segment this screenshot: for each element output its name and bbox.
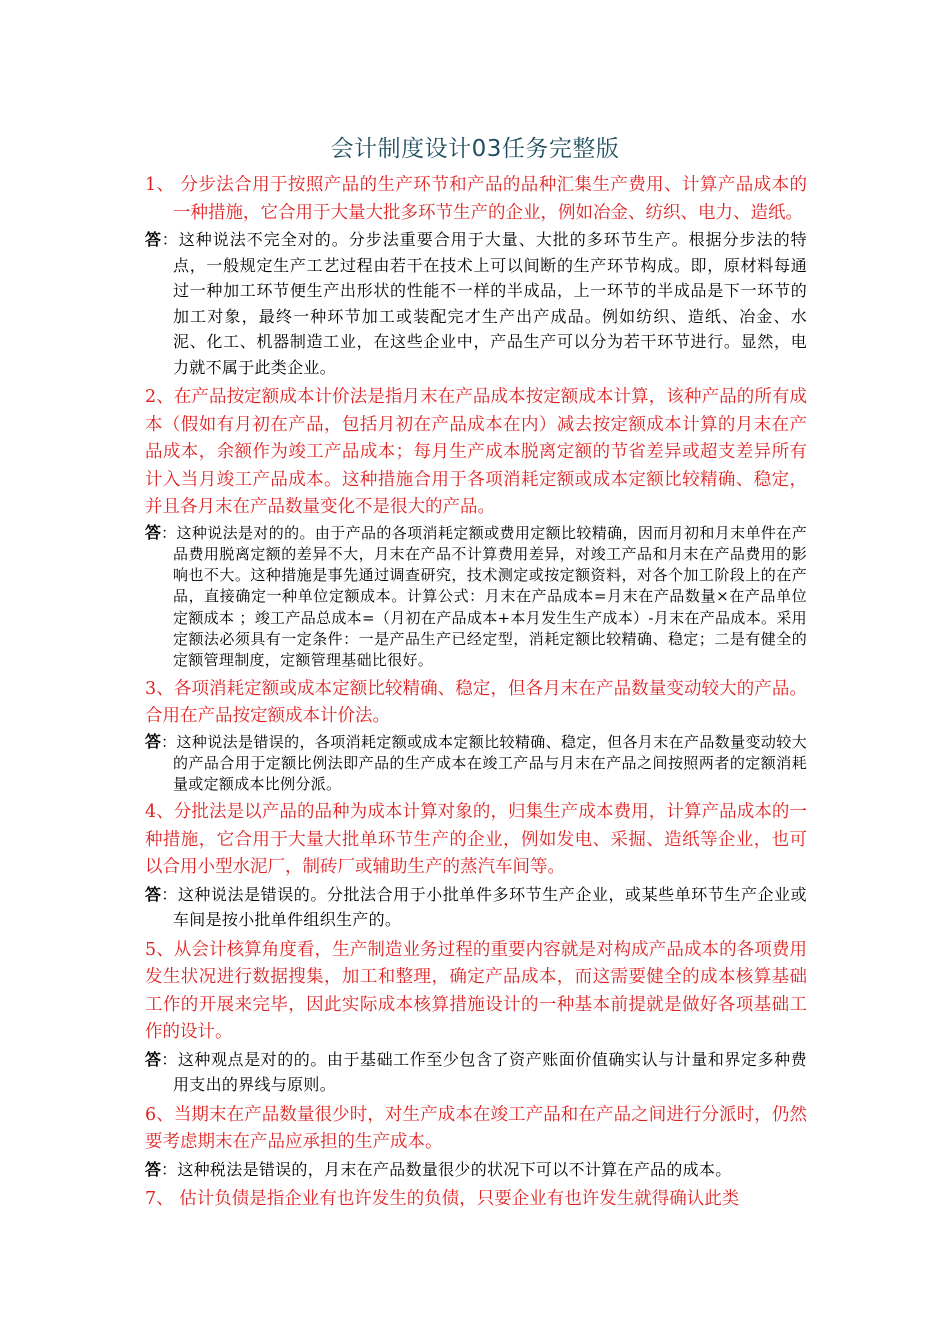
- question-2: 2、在产品按定额成本计价法是指月末在产品成本按定额成本计算，该种产品的所有成本（假如有月初在产品，包括月初在产品成本在内）减去按定额成本计算的月末在产品成本，余额作为竣工产品成本；每月生产成本脱离定额的节省差异或超支差异所有计入当月竣工产品成本。这种措施合用于各项消耗定额或成本定额比较精确、稳定，并且各月末在产品数量变化不是很大的产品。: [145, 387, 807, 517]
- answer-label: 答: [145, 1049, 162, 1069]
- document-title: 会计制度设计03任务完整版: [330, 136, 620, 162]
- question-4: 4、分批法是以产品的品种为成本计算对象的，归集生产成本费用，计算产品成本的一种措施，它合用于大量大批单环节生产的企业，例如发电、采掘、造纸等企业，也可以合用小型水泥厂，制砖厂或辅助生产的蒸汽车间等。: [145, 802, 807, 878]
- question-3: 3、各项消耗定额或成本定额比较精确、稳定，但各月末在产品数量变动较大的产品。合用在产品按定额成本计价法。: [145, 678, 807, 727]
- question-7: 7、 估计负债是指企业有也许发生的负债，只要企业有也许发生就得确认此类: [145, 1189, 740, 1210]
- answer-label: 答: [145, 731, 162, 751]
- answer-3-text: ：这种说法是错误的，各项消耗定额或成本定额比较精确、稳定，但各月末在产品数量变动较大的产品合用于定额比例法即产品的生产成本在竣工产品与月末在产品之间按照两者的定额消耗量或定额成本比例分派。: [161, 732, 807, 794]
- answer-3: [145, 731, 807, 796]
- answer-1: [145, 227, 807, 380]
- answer-label: 答: [145, 884, 162, 904]
- question-6: 6、当期末在产品数量很少时，对生产成本在竣工产品和在产品之间进行分派时，仍然要考虑期末在产品应承担的生产成本。: [145, 1104, 807, 1153]
- answer-label: 答: [145, 522, 162, 542]
- question-5: 5、从会计核算角度看，生产制造业务过程的重要内容就是对构成产品成本的各项费用发生状况进行数据搜集，加工和整理，确定产品成本，而这需要健全的成本核算基础工作的开展来完毕，因此实际成本核算措施设计的一种基本前提就是做好各项基础工作的设计。: [145, 939, 807, 1043]
- answer-4-text: ：这种说法是错误的。分批法合用于小批单件多环节生产企业，或某些单环节生产企业或车间是按小批单件组织生产的。: [161, 884, 807, 930]
- document-body: [145, 172, 807, 1214]
- answer-1-text: ：这种说法不完全对的。分步法重要合用于大量、大批的多环节生产。根据分步法的特点，一般规定生产工艺过程由若干在技术上可以间断的生产环节构成。即，原材料每通过一种加工环节便生产出形状的性能不一样的半成品，上一环节的半成品是下一环节的加工对象，最终一种环节加工或装配完才生产出产成品。例如纺织、造纸、冶金、水泥、化工、机器制造工业，在这些企业中，产品生产可以分为若干环节进行。显然，电力就不属于此类企业。: [161, 230, 807, 377]
- answer-6: [145, 1157, 807, 1183]
- answer-6-text: ：这种税法是错误的，月末在产品数量很少的状况下可以不计算在产品的成本。: [161, 1159, 732, 1179]
- question-1: 1、 分步法合用于按照产品的生产环节和产品的品种汇集生产费用、计算产品成本的一种措施，它合用于大量大批多环节生产的企业，例如冶金、纺织、电力、造纸。: [145, 175, 807, 223]
- answer-2-text: ：这种说法是对的的。由于产品的各项消耗定额或费用定额比较精确，因而月初和月末单件在产品费用脱离定额的差异不大，月末在产品不计算费用差异，对竣工产品和月末在产品费用的影响也不大。这种措施是事先通过调查研究，技术测定或按定额资料，对各个加工阶段上的在产品，直接确定一种单位定额成本。计算公式：月末在产品成本=月末在产品数量×在产品单位定额成本 ；竣工产品总成本=（月初在产品成本+本月发生生产成本）-月末在产品成本。采用定额法必须具有一定条件：一是产品生产已经定型，消耗定额比较精确、稳定；二是有健全的定额管理制度，定额管理基础比很好。: [161, 523, 807, 670]
- answer-2: [145, 522, 807, 672]
- answer-label: 答: [145, 230, 162, 249]
- answer-5: [145, 1047, 807, 1098]
- answer-4: [145, 882, 807, 933]
- answer-5-text: ：这种观点是对的的。由于基础工作至少包含了资产账面价值确实认与计量和界定多种费用支出的界线与原则。: [161, 1049, 807, 1095]
- answer-label: 答: [145, 1159, 162, 1179]
